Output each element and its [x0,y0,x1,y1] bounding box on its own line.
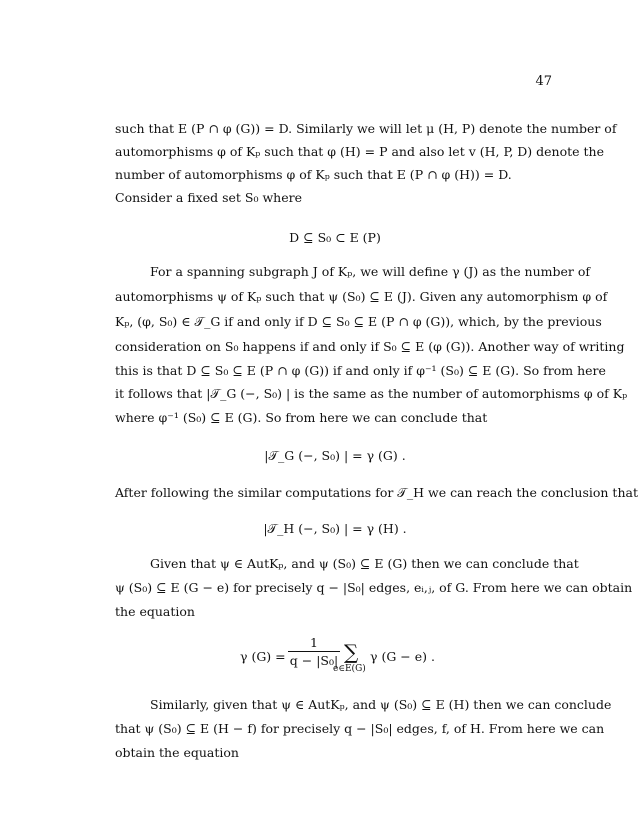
text-line-7: Kₚ, (φ, S₀) ∈ 𝒯_G if and only if D ⊆ S₀ ⊆ E (P ∩ φ (G)), which, by the previous [115,314,602,329]
equation-sum [240,635,470,680]
text-line-10: it follows that |𝒯_G (−, S₀) | is the same as the number of automorphisms φ of Kₚ [115,386,628,401]
equation-sum-numerator: 1 [288,635,340,652]
page-number: 47 [535,74,552,89]
equation-sum-rhs: γ (G − e) . [370,649,435,664]
text-line-13: Given that ψ ∈ AutKₚ, and ψ (S₀) ⊆ E (G) then we can conclude that [150,556,579,571]
text-line-3: number of automorphisms φ of Kₚ such that E (P ∩ φ (H)) = D. [115,167,512,182]
equation-th: |𝒯_H (−, S₀) | = γ (H) . [263,521,407,536]
text-line-6: automorphisms ψ of Kₚ such that ψ (S₀) ⊆ E (J). Given any automorphism φ of [115,289,608,304]
text-line-8: consideration on S₀ happens if and only if S₀ ⊆ E (φ (G)). Another way of writing [115,339,625,354]
text-line-12: After following the similar computations for 𝒯_H we can reach the conclusion that [115,485,638,500]
text-line-16: Similarly, given that ψ ∈ AutKₚ, and ψ (S₀) ⊆ E (H) then we can conclude [150,697,612,712]
text-line-14: ψ (S₀) ⊆ E (G − e) for precisely q − |S₀| edges, eᵢ,ⱼ, of G. From here we can obtain [115,580,633,595]
text-line-15: the equation [115,604,195,619]
text-line-5: For a spanning subgraph J of Kₚ, we will define γ (J) as the number of [150,264,591,279]
equation-tg: |𝒯_G (−, S₀) | = γ (G) . [264,448,406,463]
text-line-11: where φ⁻¹ (S₀) ⊆ E (G). So from here we can conclude that [115,410,488,425]
text-line-2: automorphisms φ of Kₚ such that φ (H) = P and also let v (H, P, D) denote the [115,144,605,159]
equation-subset: D ⊆ S₀ ⊂ E (P) [289,230,381,245]
equation-sum-subscript: e∈E(G) [333,664,366,674]
text-line-9: this is that D ⊆ S₀ ⊆ E (P ∩ φ (G)) if and only if φ⁻¹ (S₀) ⊆ E (G). So from here [115,363,606,378]
text-line-1: such that E (P ∩ φ (G)) = D. Similarly we will let μ (H, P) denote the number of [115,121,617,136]
text-line-18: obtain the equation [115,745,239,760]
equation-sum-sigma: ∑ [344,640,359,664]
equation-sum-lhs: γ (G) = [240,649,286,664]
equation-sum-denominator: q − |S₀| [289,653,339,668]
text-line-4: Consider a fixed set S₀ where [115,190,302,205]
text-line-17: that ψ (S₀) ⊆ E (H − f) for precisely q − |S₀| edges, f, of H. From here we can [115,721,605,736]
